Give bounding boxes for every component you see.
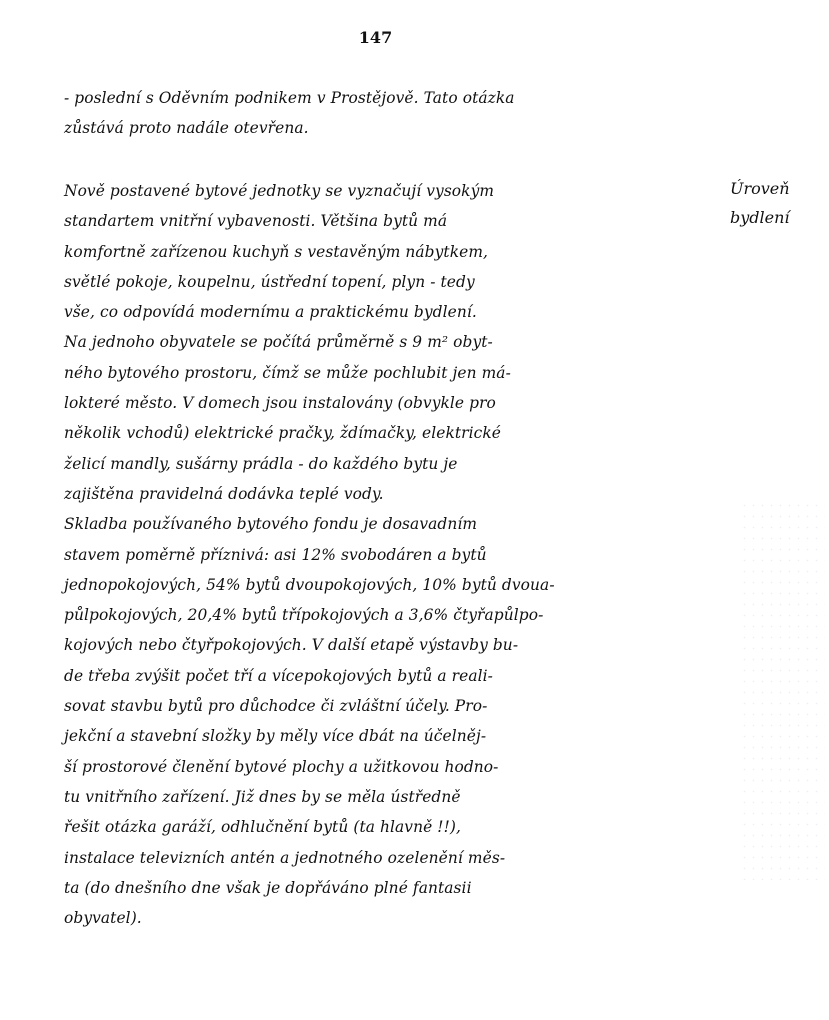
text-line: - poslední s Oděvním podnikem v Prostějově. Tato otázka: [64, 89, 515, 107]
text-line: stavem poměrně příznivá: asi 12% svobodáren a bytů: [64, 545, 487, 564]
text-line: Na jednoho obyvatele se počítá průměrně s 9 m² obyt-: [64, 333, 493, 352]
text-line: ta (do dnešního dne však je dopřáváno plné fantasii: [64, 878, 472, 897]
text-line: tu vnitřního zařízení. Již dnes by se měla ústředně: [64, 787, 461, 806]
text-line: jednopokojových, 54% bytů dvoupokojových, 10% bytů dvoua-: [64, 575, 555, 594]
paragraph-2: [64, 176, 704, 933]
text-line: standartem vnitřní vybavenosti. Většina bytů má: [64, 212, 448, 231]
text-line: jekční a stavební složky by měly více dbát na účelněj-: [64, 727, 487, 746]
scan-speckle: [740, 500, 825, 880]
text-line: několik vchodů) elektrické pračky, ždímačky, elektrické: [64, 424, 501, 443]
text-line: světlé pokoje, koupelnu, ústřední topení, plyn - tedy: [64, 272, 475, 291]
text-line: komfortně zařízenou kuchyň s vestavěným nábytkem,: [64, 242, 489, 261]
margin-note-line: Úroveň: [730, 179, 790, 198]
text-line: Skladba používaného bytového fondu je dosavadním: [64, 515, 478, 534]
margin-note: [730, 174, 826, 232]
text-line: instalace televizních antén a jednotného ozelenění měs-: [64, 848, 506, 867]
text-line: želicí mandly, sušárny prádla - do každého bytu je: [64, 454, 458, 473]
text-line: zůstává proto nadále otevřena.: [64, 119, 309, 138]
text-line: Nově postavené bytové jednotky se vyznačují vysokým: [64, 182, 495, 200]
page-number: 147: [358, 28, 393, 47]
text-line: ného bytového prostoru, čímž se může pochlubit jen má-: [64, 363, 511, 382]
margin-note-line: bydlení: [730, 208, 790, 227]
text-line: de třeba zvýšit počet tří a vícepokojových bytů a reali-: [64, 666, 493, 685]
text-line: obyvatel).: [64, 909, 142, 928]
text-line: sovat stavbu bytů pro důchodce či zvláštní účely. Pro-: [64, 697, 488, 716]
text-line: lokteré město. V domech jsou instalovány (obvykle pro: [64, 394, 496, 413]
text-line: ší prostorové členění bytové plochy a užitkovou hodno-: [64, 757, 499, 776]
text-line: řešit otázka garáží, odhlučnění bytů (ta hlavně !!),: [64, 818, 461, 837]
text-line: půlpokojových, 20,4% bytů třípokojových a 3,6% čtyřapůlpo-: [64, 606, 544, 625]
text-line: zajištěna pravidelná dodávka teplé vody.: [64, 484, 384, 503]
text-line: kojových nebo čtyřpokojových. V další etapě výstavby bu-: [64, 636, 519, 655]
paragraph-1: [64, 83, 704, 144]
text-line: vše, co odpovídá modernímu a praktickému bydlení.: [64, 303, 477, 322]
